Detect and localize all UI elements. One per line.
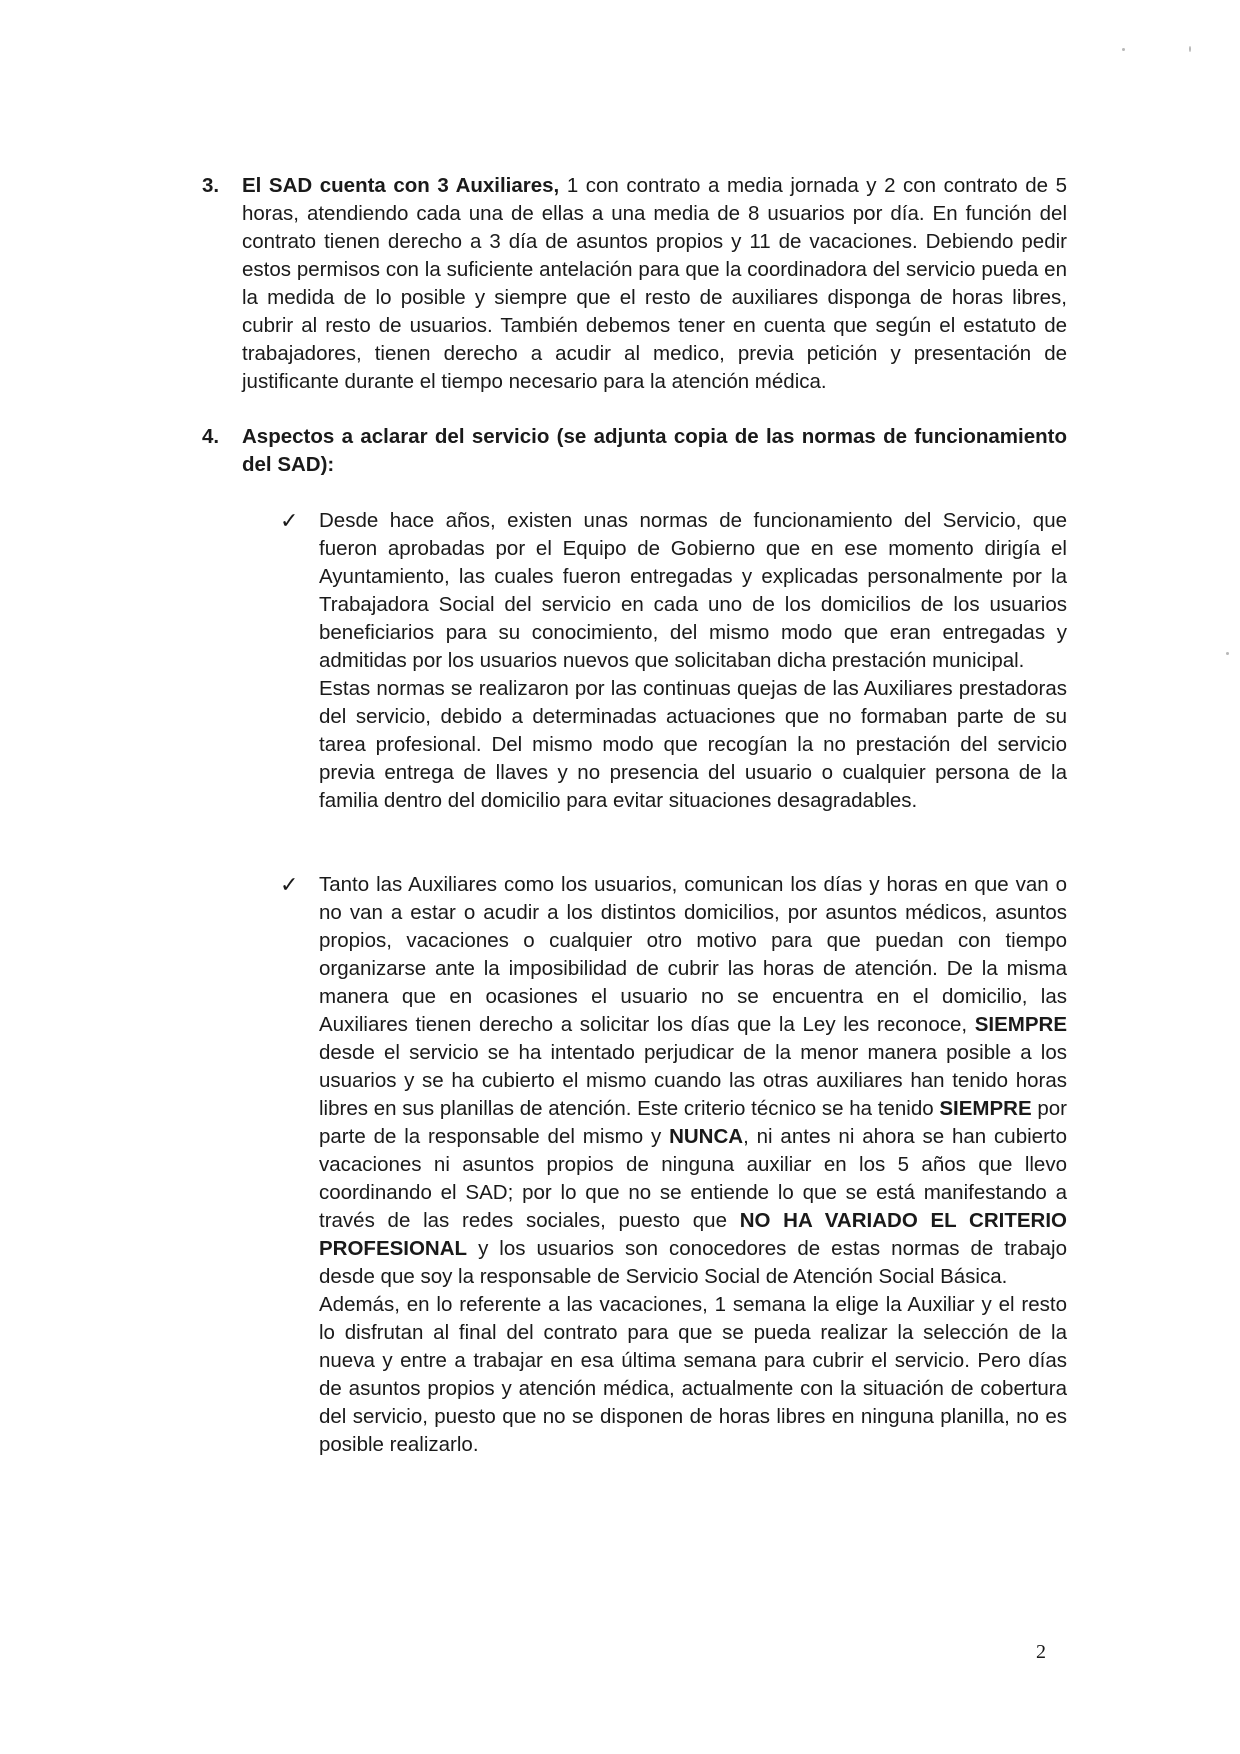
bullet-2-text: y los usuarios son conocedores de estas normas de trabajo desde que soy la responsable de Servicio Social de Atención Social Básica.	[319, 1237, 1067, 1288]
bullet-2-emphasis: SIEMPRE	[974, 1013, 1067, 1036]
bullet-2-emphasis: NUNCA	[669, 1125, 744, 1148]
bullet-2	[319, 871, 1067, 1459]
checkmark-icon: ✓	[280, 508, 299, 533]
scan-speck	[1122, 48, 1125, 51]
bullet-2-paragraph-1	[319, 871, 1067, 1291]
section-3-number: 3.	[202, 174, 220, 197]
bullet-2-paragraph-2: Además, en lo referente a las vacaciones, 1 semana la elige la Auxiliar y el resto lo disfrutan al final del contrato para que se pueda realizar la selección de la nueva y entre a trabajar en esa última semana para cubrir el servicio. Pero días de asuntos propios y atención médica, actualmente con la situación de cobertura del servicio, puesto que no se disponen de horas libres en ninguna planilla, no es posible realizarlo.	[319, 1293, 1067, 1456]
bullet-2-text: , ni antes ni ahora se han cubierto vacaciones ni asuntos propios de ninguna auxiliar en los 5 años que llevo coordinando el SAD; por lo que no se entiende lo que se está manifestando a través de las redes sociales, puesto que	[319, 1125, 1067, 1232]
section-3-paragraph	[242, 172, 1067, 396]
bullet-2-text: desde el servicio se ha intentado perjudicar de la menor manera posible a los usuarios y se ha cubierto el mismo cuando las otras auxiliares han tenido horas libres en sus planillas de atención. Este criterio técnico se ha tenido	[319, 1041, 1067, 1120]
checkmark-icon: ✓	[280, 872, 299, 897]
bullet-2-text: por parte de la responsable del mismo y	[319, 1097, 1068, 1148]
scan-speck	[1189, 46, 1191, 52]
bullet-1-paragraph-2: Estas normas se realizaron por las continuas quejas de las Auxiliares prestadoras del servicio, debido a determinadas actuaciones que no formaban parte de su tarea profesional. Del mismo modo que recogían la no prestación del servicio previa entrega de llaves y no presencia del usuario o cualquier persona de la familia dentro del domicilio para evitar situaciones desagradables.	[319, 677, 1067, 812]
scan-speck	[1226, 652, 1229, 655]
bullet-1-paragraph-1: Desde hace años, existen unas normas de funcionamiento del Servicio, que fueron aprobadas por el Equipo de Gobierno que en ese momento dirigía el Ayuntamiento, las cuales fueron entregadas y explicadas personalmente por la Trabajadora Social del servicio en cada uno de los domicilios de los usuarios beneficiarios para su conocimiento, del mismo modo que eran entregadas y admitidas por los usuarios nuevos que solicitaban dicha prestación municipal.	[319, 509, 1067, 672]
bullet-1	[319, 507, 1067, 815]
bullet-2-emphasis: SIEMPRE	[939, 1097, 1032, 1120]
section-4-heading: Aspectos a aclarar del servicio (se adjunta copia de las normas de funcionamiento del SAD):	[242, 425, 1067, 476]
section-3-text: 1 con contrato a media jornada y 2 con contrato de 5 horas, atendiendo cada una de ellas a una media de 8 usuarios por día. En función del contrato tienen derecho a 3 día de asuntos propios y 11 de vacaciones. Debiendo pedir estos permisos con la suficiente antelación para que la coordinadora del servicio pueda en la medida de lo posible y siempre que el resto de auxiliares disponga de horas libres, cubrir al resto de usuarios. También debemos tener en cuenta que según el estatuto de trabajadores, tienen derecho a acudir al medico, previa petición y presentación de justificante durante el tiempo necesario para la atención médica.	[242, 174, 1067, 393]
bullet-2-text: Tanto las Auxiliares como los usuarios, comunican los días y horas en que van o no van a estar o acudir a los distintos domicilios, por asuntos médicos, asuntos propios, vacaciones o cualquier otro motivo para que puedan con tiempo organizarse ante la imposibilidad de cubrir las horas de atención. De la misma manera que en ocasiones el usuario no se encuentra en el domicilio, las Auxiliares tienen derecho a solicitar los días que la Ley les reconoce,	[319, 873, 1067, 1036]
section-3-lead: El SAD cuenta con 3 Auxiliares,	[242, 174, 560, 197]
page-number: 2	[1036, 1641, 1046, 1663]
section-4-number: 4.	[202, 425, 220, 448]
bullet-2-emphasis: NO HA VARIADO EL CRITERIO PROFESIONAL	[319, 1209, 1067, 1260]
